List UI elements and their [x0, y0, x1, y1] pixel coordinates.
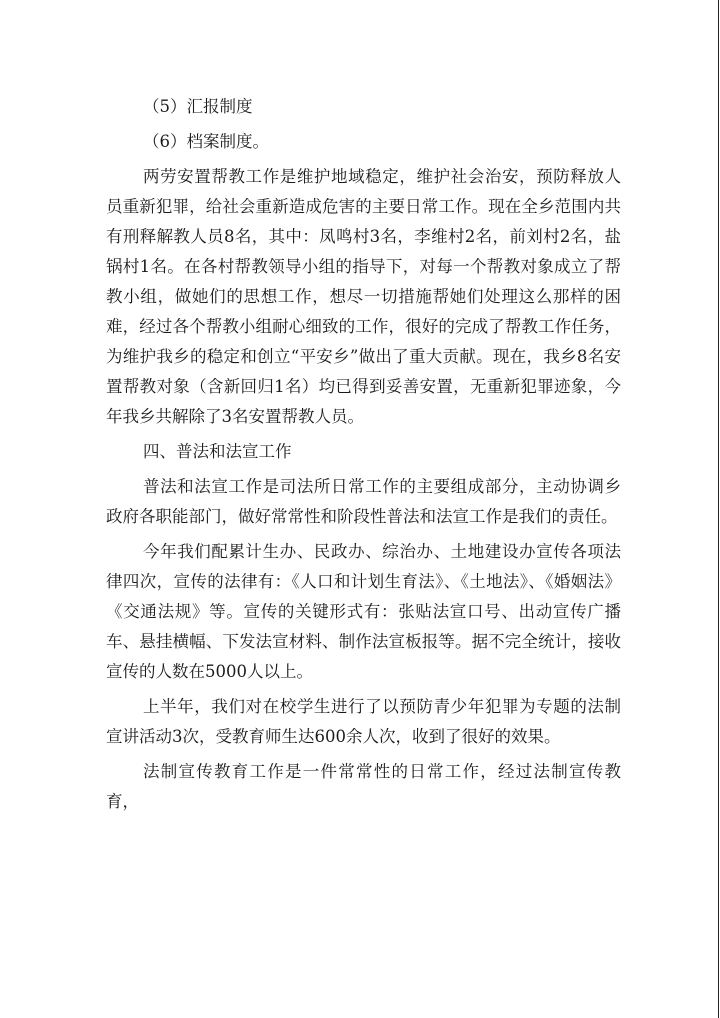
section-heading-legal-publicity: 四、普法和法宣工作 [143, 442, 292, 461]
paragraph-archive-system: （6）档案制度。 [143, 132, 269, 151]
paragraph-legal-publicity-activities: 今年我们配累计生办、民政办、综治办、土地建设办宣传各项法律四次，宣传的法律有：《人口和计划生育法》、《土地法》、《婚姻法》《交通法规》等。宣传的关键形式有：张贴法宣口号、出动宣传广播车、悬挂横幅、下发法宣材料、制作法宣板报等。据不完全统计，接收宣传的人数在5000人以上。 [106, 542, 621, 681]
paragraph-legal-education-ongoing: 法制宣传教育工作是一件常常性的日常工作，经过法制宣传教育， [106, 762, 621, 811]
paragraph-resettlement-work: 两劳安置帮教工作是维护地域稳定，维护社会治安，预防释放人员重新犯罪，给社会重新造成危害的主要日常工作。现在全乡范围内共有刑释解教人员8名，其中：凤鸣村3名，李维村2名，前刘村2名，盐锅村1名。在各村帮教领导小组的指导下，对每一个帮教对象成立了帮教小组，做她们的思想工作，想尽一切措施帮她们处理这么那样的困难，经过各个帮教小组耐心细致的工作，很好的完成了帮教工作任务，为维护我乡的稳定和创立“平安乡”做出了重大贡献。现在，我乡8名安置帮教对象（含新回归1名）均已得到妥善安置，无重新犯罪迹象，今年我乡共解除了3名安置帮教人员。 [106, 167, 621, 426]
paragraph-student-education: 上半年，我们对在校学生进行了以预防青少年犯罪为专题的法制宣讲活动3次，受教育师生达600余人次，收到了很好的效果。 [106, 697, 621, 746]
paragraph-legal-publicity-intro: 普法和法宣工作是司法所日常工作的主要组成部分，主动协调乡政府各职能部门，做好常常性和阶段性普法和法宣工作是我们的责任。 [106, 477, 621, 526]
paragraph-report-system: （5）汇报制度 [143, 97, 253, 116]
document-body [106, 92, 621, 822]
